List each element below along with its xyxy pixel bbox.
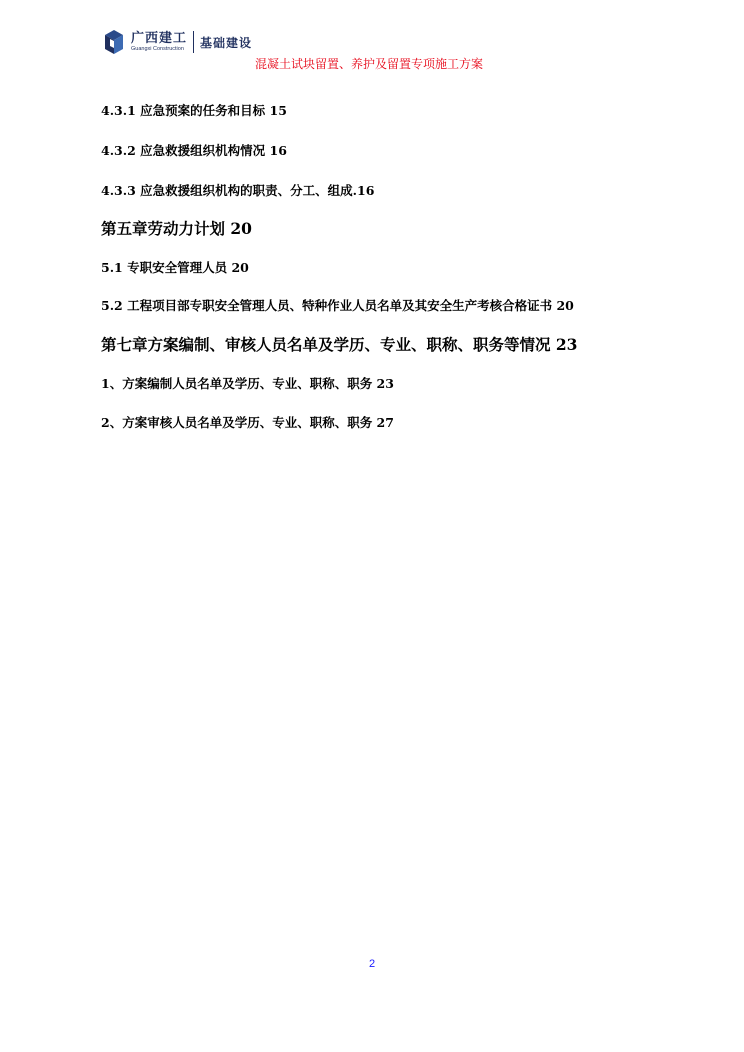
- toc-chapter-entry[interactable]: 第五章劳动力计划 20: [101, 219, 252, 238]
- document-title: 混凝土试块留置、养护及留置专项施工方案: [255, 57, 484, 71]
- toc-entry[interactable]: 5.1 专职安全管理人员 20: [101, 260, 249, 275]
- company-logo: [101, 28, 252, 56]
- toc-entry[interactable]: 4.3.1 应急预案的任务和目标 15: [101, 103, 287, 118]
- logo-company-name-en: Guangxi Construction: [131, 46, 184, 52]
- toc-chapter-entry[interactable]: 第七章方案编制、审核人员名单及学历、专业、职称、职务等情况 23: [101, 335, 578, 354]
- logo-divider: [193, 31, 194, 53]
- page-number: 2: [368, 958, 376, 970]
- toc-entry[interactable]: 4.3.2 应急救援组织机构情况 16: [101, 143, 287, 158]
- logo-text: [131, 31, 187, 53]
- toc-entry[interactable]: 4.3.3 应急救援组织机构的职责、分工、组成.16: [101, 183, 375, 198]
- toc-entry[interactable]: 2、方案审核人员名单及学历、专业、职称、职务 27: [101, 415, 394, 430]
- logo-company-name: 广西建工: [131, 31, 188, 46]
- company-logo-icon: [101, 29, 127, 55]
- toc-entry[interactable]: 5.2 工程项目部专职安全管理人员、特种作业人员名单及其安全生产考核合格证书 20: [101, 298, 574, 313]
- page-header: [0, 0, 744, 80]
- toc-entry[interactable]: 1、方案编制人员名单及学历、专业、职称、职务 23: [101, 376, 394, 391]
- logo-division-name: 基础建设: [200, 35, 253, 50]
